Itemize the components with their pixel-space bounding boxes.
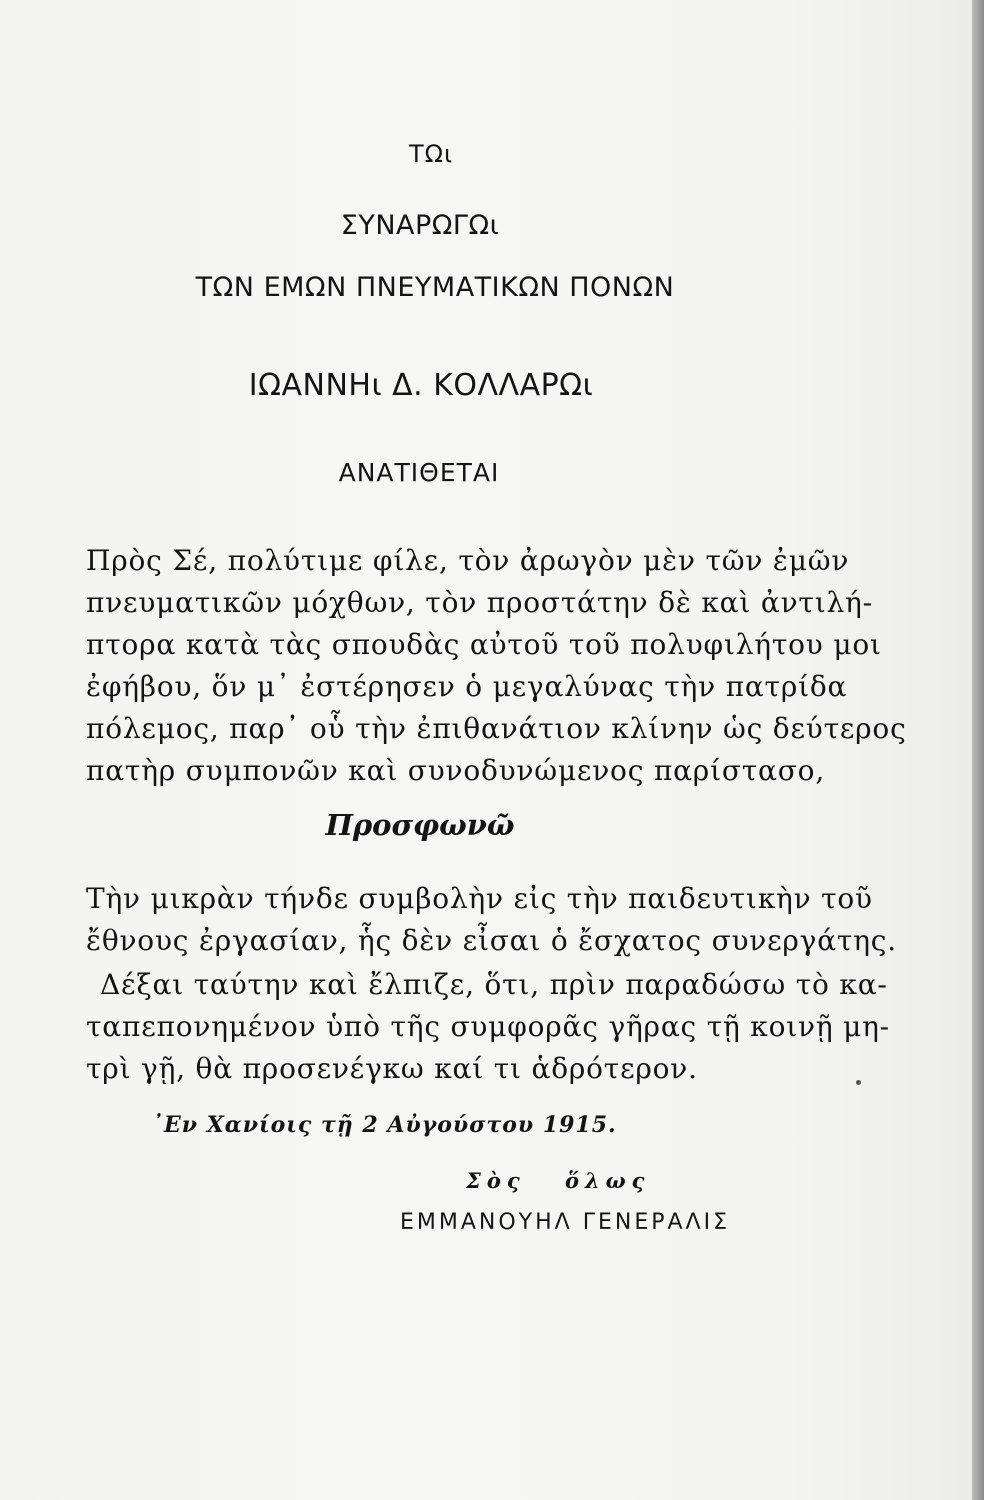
- date-place-line: ᾽Εν Χανίοις τῇ 2 Αὐγούστου 1915.: [152, 1112, 617, 1138]
- paper-speck: [856, 1080, 861, 1085]
- paragraph-1-line: ἐφήβου, ὅν μ᾽ ἐστέρησεν ὁ μεγαλύνας τὴν πατρίδα: [86, 670, 848, 703]
- paragraph-1-line: πτορα κατὰ τὰς σπουδὰς αὐτοῦ τοῦ πολυφιλήτου μοι: [86, 628, 882, 661]
- paragraph-1-line: Πρὸς Σέ, πολύτιμε φίλε, τὸν ἀρωγὸν μὲν τῶν ἐμῶν: [86, 544, 850, 577]
- dedication-line-2: ΣΥΝΑΡΩΓΩι: [340, 210, 500, 241]
- section-heading: Προσφωνῶ: [325, 808, 515, 842]
- author-signature: ΕΜΜΑΝΟΥΗΛ ΓΕΝΕΡΑΛΙΣ: [400, 1210, 730, 1235]
- paragraph-3-line: Δέξαι ταύτην καὶ ἔλπιζε, ὅτι, πρὶν παραδώσω τὸ κα-: [100, 968, 888, 1001]
- paragraph-2-line: ἔθνους ἐργασίαν, ἧς δὲν εἶσαι ὁ ἔσχατος συνεργάτης.: [86, 924, 897, 957]
- dedication-verb: ΑΝΑΤΙΘΕΤΑΙ: [338, 458, 500, 487]
- paragraph-2-line: Τὴν μικρὰν τήνδε συμβολὴν εἰς τὴν παιδευτικὴν τοῦ: [86, 882, 873, 915]
- paragraph-3-line: τρὶ γῇ, θὰ προσενέγκω καί τι ἁδρότερον.: [86, 1052, 698, 1085]
- paragraph-3-line: ταπεπονημένον ὑπὸ τῆς συμφορᾶς γῆρας τῇ κοινῇ μη-: [86, 1010, 890, 1043]
- dedication-line-3: ΤΩΝ ΕΜΩΝ ΠΝΕΥΜΑΤΙΚΩΝ ΠΟΝΩΝ: [195, 272, 675, 303]
- paragraph-1-line: πατὴρ συμπονῶν καὶ συνοδυνώμενος παρίστασο,: [86, 754, 826, 787]
- closing-phrase: Σὸς ὅλως: [466, 1168, 651, 1193]
- page-edge-shadow: [972, 0, 984, 1500]
- paragraph-1-line: πνευματικῶν μόχθων, τὸν προστάτην δὲ καὶ ἀντιλή-: [86, 586, 873, 619]
- paragraph-1-line: πόλεμος, παρ᾽ οὗ τὴν ἐπιθανάτιον κλίνην ὡς δεύτερος: [86, 712, 907, 745]
- dedication-line-1: ΤΩι: [408, 140, 454, 168]
- dedication-name: ΙΩΑΝΝΗι Δ. ΚΟΛΛΑΡΩι: [248, 368, 594, 403]
